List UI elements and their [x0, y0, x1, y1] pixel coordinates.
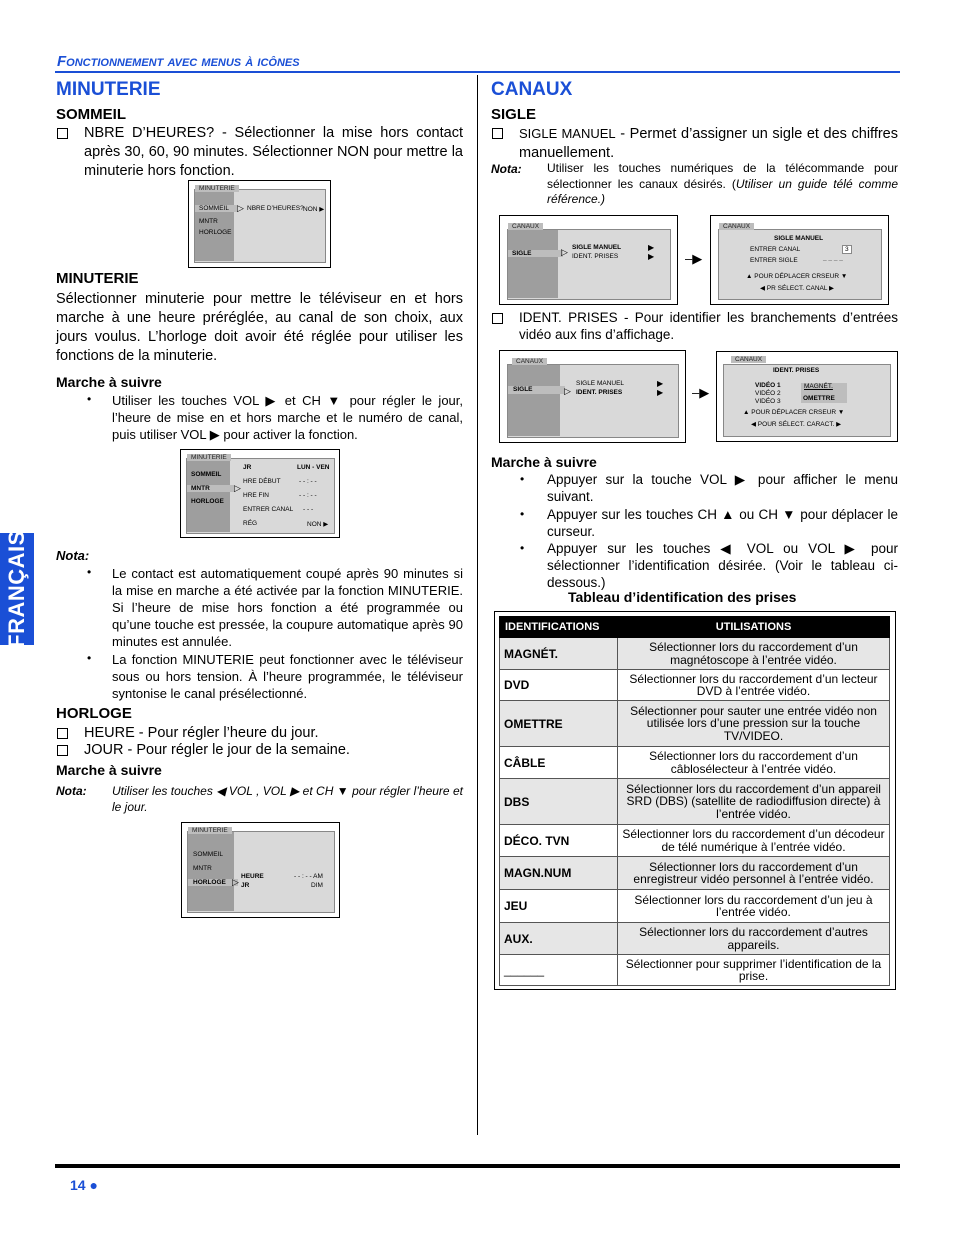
nota-label-2: Nota:	[56, 784, 87, 798]
table-row	[500, 857, 890, 890]
table-cell: Sélectionner lors du raccordement d’autres appareils.	[618, 923, 890, 955]
menu-canaux-screen-2	[499, 350, 686, 443]
bullet-icon: •	[87, 651, 92, 665]
menu-row-label: ENTRER SIGLE	[750, 257, 798, 264]
heading-marche-2: Marche à suivre	[56, 762, 162, 778]
nota-text: Utiliser les touches numériques de la télécommande pour sélectionner les canaux désirés. (	[547, 161, 898, 191]
horloge-nota-text: Utiliser les touches ◀ VOL , VOL ▶ et CH ▼ pour régler l’heure et le jour.	[112, 784, 463, 814]
menu-item: MNTR	[191, 485, 210, 492]
menu-horloge-screen	[181, 822, 340, 918]
menu-item: HORLOGE	[193, 879, 226, 886]
table-cell: Sélectionner lors du raccordement d’un enregistreur vidéo personnel à l’entrée vidéo.	[618, 857, 890, 890]
table-cell: AUX.	[500, 923, 618, 955]
table-row	[500, 747, 890, 779]
table-row	[500, 670, 890, 701]
heading-minuterie: MINUTERIE	[56, 270, 139, 287]
table-cell: ______	[500, 955, 618, 986]
menu-row-value: - - : - -	[299, 478, 317, 485]
heading-marche-1: Marche à suivre	[56, 374, 162, 390]
heading-sigle: SIGLE	[491, 106, 537, 123]
bullet-icon: •	[520, 472, 525, 486]
checkbox-bullet-icon	[57, 128, 68, 139]
ident-text: IDENT. PRISES - Pour identifier les branchements d’entrées vidéo aux fins d’affichage.	[519, 310, 898, 342]
column-divider	[477, 75, 478, 1135]
menu-row-label: JR	[241, 882, 250, 889]
menu-ident-prises-screen	[716, 351, 898, 442]
ident-table	[499, 616, 890, 986]
menu-row-value: DIM	[311, 882, 323, 889]
nota-bullet-1: Le contact est automatiquement coupé après 90 minutes si la mise en marche a été activée par la fonction MINUTERIE. Si l’heure de mise hors fonction a été programmée ou qu’une touche est pressée, la coupure automatique après 90 minutes est annulée.	[112, 566, 463, 649]
menu-row-value: - - : - -	[299, 492, 317, 499]
table-cell: Sélectionner pour sauter une entrée vidéo non utilisée lors d’une pression sur la touche TV/VIDEO.	[618, 701, 890, 747]
table-cell: Sélectionner pour supprimer l’identification de la prise.	[618, 955, 890, 986]
table-header: UTILISATIONS	[618, 617, 890, 638]
menu-sigle-manuel-screen	[710, 215, 889, 305]
bullet-icon: •	[520, 507, 525, 521]
menu-row-label: ENTRER CANAL	[750, 246, 801, 253]
table-cell: Sélectionner lors du raccordement d’un magnétoscope à l’entrée vidéo.	[618, 638, 890, 670]
cursor-icon: ▷	[561, 247, 568, 257]
header-rule	[55, 71, 900, 73]
menu-tag: MINUTERIE	[188, 827, 232, 834]
checkbox-bullet-icon	[492, 128, 503, 139]
table-cell: JEU	[500, 890, 618, 923]
menu-row-label: HRE FIN	[243, 492, 269, 499]
sommeil-text: NBRE D’HEURES? - Sélectionner la mise hors contact après 30, 60, 90 minutes. Sélectionner NON pour mettre la minuterie hors fonction.	[84, 125, 463, 179]
table-row	[500, 955, 890, 986]
menu-title: IDENT. PRISES	[773, 367, 820, 374]
running-title: Fonctionnement avec menus à icônes	[57, 53, 300, 70]
menu-canaux-screen-1	[499, 215, 678, 305]
menu-hint: ▲ POUR DÉPLACER CRSEUR ▼	[743, 409, 845, 416]
menu-item: MNTR	[199, 218, 218, 225]
nota-bullet-2: La fonction MINUTERIE peut fonctionner avec le téléviseur sous ou hors tension. À l’heure programmée, le téléviseur syntonise le canal présélectionné.	[112, 652, 463, 701]
cursor-icon: ▷	[564, 386, 571, 396]
menu-tag: CANAUX	[512, 358, 547, 365]
table-row	[500, 638, 890, 670]
sigle-value: _ _ _ _	[823, 255, 843, 262]
menu-minuterie-screen	[180, 449, 340, 538]
footer-rule	[55, 1164, 900, 1168]
table-row	[500, 701, 890, 747]
menu-row-value: - - : - - AM	[294, 873, 323, 880]
page-number: 14 ●	[70, 1177, 98, 1193]
sigle-nota-text	[547, 161, 898, 208]
bullet-icon: •	[87, 565, 92, 579]
table-cell: Sélectionner lors du raccordement d’un câblosélecteur à l’entrée vidéo.	[618, 747, 890, 779]
sigle-manuel-desc: - Permet d’assigner un sigle et des chiffres manuellement.	[519, 126, 898, 161]
table-cell: DÉCO. TVN	[500, 825, 618, 857]
menu-hint: ▲ POUR DÉPLACER CRSEUR ▼	[746, 273, 848, 280]
table-cell: MAGNÉT.	[500, 638, 618, 670]
table-cell: DVD	[500, 670, 618, 701]
table-cell: Sélectionner lors du raccordement d’un jeu à l’entrée vidéo.	[618, 890, 890, 923]
menu-hint: ◀ PR SÉLECT. CANAL ▶	[760, 285, 835, 292]
menu-row: IDENT. PRISES	[576, 389, 623, 396]
horloge-item-1: HEURE - Pour régler l’heure du jour.	[84, 725, 319, 741]
menu-tag: CANAUX	[731, 356, 766, 363]
menu-tag: CANAUX	[508, 223, 543, 230]
horloge-item-2: JOUR - Pour régler le jour de la semaine.	[84, 742, 350, 758]
bullet-icon: •	[520, 541, 525, 555]
cursor-icon: ▷	[234, 483, 241, 493]
menu-row-label: VIDÉO 1	[755, 382, 781, 389]
table-header: IDENTIFICATIONS	[500, 617, 618, 638]
marche-3-bullet-1: Appuyer sur la touche VOL ▶ pour afficher le menu suivant.	[547, 472, 898, 504]
menu-row-value: NON ▶	[303, 206, 325, 213]
menu-row-label: VIDÉO 3	[755, 398, 781, 405]
marche-1-text: Utiliser les touches VOL ▶ et CH ▼ pour régler le jour, l’heure de mise en et hors marche et le numéro de canal, puis utiliser VOL ▶ pour activer la fonction.	[112, 393, 463, 442]
menu-row: SIGLE MANUEL	[576, 380, 625, 387]
arrow-right-icon: ▶	[648, 252, 655, 261]
menu-row-label: ENTRER CANAL	[243, 506, 294, 513]
menu-row: IDENT. PRISES	[572, 253, 619, 260]
checkbox-bullet-icon	[57, 728, 68, 739]
menu-item: SOMMEIL	[191, 471, 222, 478]
menu-hint: ◀ POUR SÉLECT. CARACT. ▶	[751, 421, 842, 428]
table-row	[500, 825, 890, 857]
heading-sommeil: SOMMEIL	[56, 106, 126, 123]
table-cell: OMETTRE	[500, 701, 618, 747]
arrow-right-icon: ▶	[657, 388, 664, 397]
arrow-right-icon: ▶	[648, 243, 655, 252]
table-cell: Sélectionner lors du raccordement d’un décodeur de télé numérique à l’entrée vidéo.	[618, 825, 890, 857]
menu-row-label: HEURE	[241, 873, 264, 880]
menu-side-item: SIGLE	[512, 250, 532, 257]
nota-label-3: Nota:	[491, 162, 522, 176]
menu-option: MAGNÉT.	[804, 383, 833, 390]
channel-value: 3	[842, 245, 852, 254]
checkbox-bullet-icon	[57, 745, 68, 756]
menu-row-label: HRE DÉBUT	[243, 478, 281, 485]
cursor-icon: ▷	[237, 203, 244, 213]
menu-item: SOMMEIL	[193, 851, 223, 858]
sigle-text	[519, 124, 898, 163]
table-cell: MAGN.NUM	[500, 857, 618, 890]
menu-option: OMETTRE	[803, 395, 835, 402]
language-tab: FRANÇAIS	[0, 533, 34, 645]
menu-item: HORLOGE	[199, 229, 232, 236]
table-row	[500, 890, 890, 923]
table-cell: Sélectionner lors du raccordement d’un lecteur DVD à l’entrée vidéo.	[618, 670, 890, 701]
checkbox-bullet-icon	[492, 313, 503, 324]
marche-3-bullet-3: Appuyer sur les touches ◀ VOL ou VOL ▶ pour sélectionner l’identification désirée. (Voir le tableau ci-dessous.)	[547, 541, 898, 590]
sigle-manuel-label: SIGLE MANUEL	[519, 126, 616, 141]
menu-row-value: NON ▶	[307, 521, 329, 528]
arrow-next-icon: –▶	[692, 385, 710, 400]
menu-row-label: RÉG	[243, 520, 258, 527]
table-cell: DBS	[500, 779, 618, 825]
section-title-canaux: CANAUX	[491, 79, 573, 100]
table-row	[500, 923, 890, 955]
nota-italic: Utiliser un guide télé comme référence.)	[547, 176, 898, 206]
arrow-right-icon: ▶	[657, 379, 664, 388]
menu-tag: MINUTERIE	[187, 454, 231, 461]
minuterie-text: Sélectionner minuterie pour mettre le téléviseur en et hors marche à une heure préréglée, au canal de son choix, aux jours voulus. L’horloge doit avoir été réglée pour utiliser les fonctions de la minuterie.	[56, 291, 463, 364]
table-cell: Sélectionner lors du raccordement d’un appareil SRD (DBS) (satellite de radiodiffusion directe) à l’entrée vidéo.	[618, 779, 890, 825]
menu-item: MNTR	[193, 865, 212, 872]
menu-row-value: LUN - VEN	[297, 464, 330, 471]
menu-row: SIGLE MANUEL	[572, 244, 622, 251]
menu-tag: MINUTERIE	[195, 185, 239, 192]
bullet-icon: •	[87, 392, 92, 406]
marche-3-bullet-2: Appuyer sur les touches CH ▲ ou CH ▼ pour déplacer le curseur.	[547, 507, 898, 539]
menu-row-label: VIDÉO 2	[755, 390, 781, 397]
table-row	[500, 779, 890, 825]
menu-title: SIGLE MANUEL	[774, 235, 824, 242]
menu-item: HORLOGE	[191, 498, 224, 505]
menu-row-label: NBRE D’HEURES?	[247, 205, 304, 212]
section-title-minuterie: MINUTERIE	[56, 79, 161, 100]
arrow-next-icon: –▶	[685, 251, 703, 266]
nota-label: Nota:	[56, 548, 90, 563]
heading-marche-3: Marche à suivre	[491, 454, 597, 470]
menu-item: SOMMEIL	[199, 205, 229, 212]
table-caption: Tableau d’identification des prises	[568, 589, 797, 605]
cursor-icon: ▷	[232, 877, 239, 887]
menu-sommeil-screen	[188, 180, 331, 268]
menu-row-label: JR	[243, 464, 252, 471]
menu-tag: CANAUX	[719, 223, 754, 230]
heading-horloge: HORLOGE	[56, 705, 132, 722]
menu-side-item: SIGLE	[513, 386, 533, 393]
menu-row-value: - - -	[303, 506, 314, 513]
table-cell: CÂBLE	[500, 747, 618, 779]
